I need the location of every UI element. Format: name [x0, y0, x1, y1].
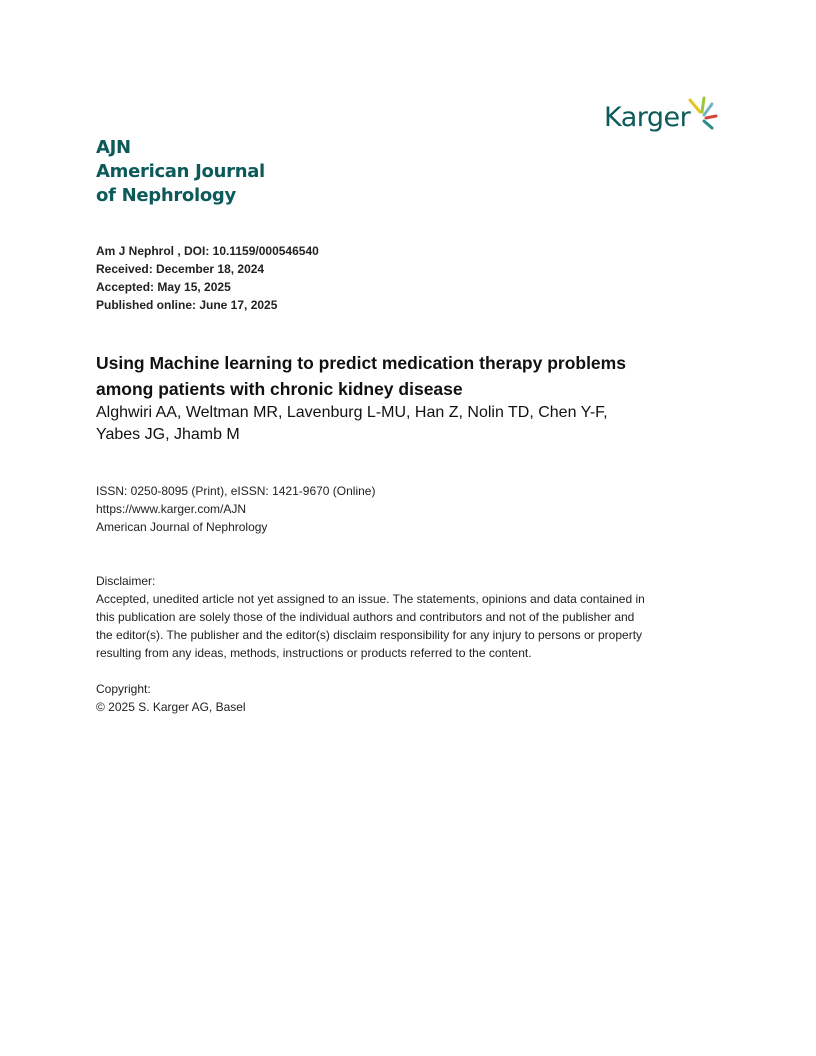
logo-stroke-yellow — [690, 100, 700, 112]
author-list — [96, 402, 736, 446]
article-title-line-1: Using Machine learning to predict medication therapy problems — [96, 353, 626, 373]
logo-stroke-teal-light — [704, 104, 712, 115]
journal-name-line-2: of Nephrology — [96, 185, 236, 206]
article-title — [96, 350, 736, 402]
journal-name-line-1: American Journal — [96, 161, 265, 182]
disclaimer-line: resulting from any ideas, methods, instructions or products referred to the content. — [96, 646, 532, 660]
logo-stroke-teal-dark — [704, 121, 712, 128]
published-date: Published online: June 17, 2025 — [96, 298, 278, 312]
disclaimer-line: this publication are solely those of the individual authors and contributors and not of the publisher and — [96, 610, 635, 624]
copyright-section — [96, 680, 246, 716]
karger-logo-mark-icon — [682, 96, 722, 136]
article-metadata — [96, 242, 319, 314]
journal-abbreviation: AJN — [96, 137, 131, 158]
karger-logo — [604, 96, 724, 142]
received-date: Received: December 18, 2024 — [96, 262, 265, 276]
authors-line-2: Yabes JG, Jhamb M — [96, 426, 240, 443]
karger-logo-text: Karger — [604, 102, 691, 133]
disclaimer-section — [96, 572, 722, 662]
disclaimer-line: the editor(s). The publisher and the editor(s) disclaim responsibility for any injury to persons or property — [96, 628, 643, 642]
journal-url: https://www.karger.com/AJN — [96, 502, 247, 516]
journal-info — [96, 482, 375, 536]
disclaimer-line: Accepted, unedited article not yet assigned to an issue. The statements, opinions and data contained in — [96, 592, 645, 606]
accepted-date: Accepted: May 15, 2025 — [96, 280, 231, 294]
article-title-line-2: among patients with chronic kidney disease — [96, 379, 463, 399]
disclaimer-heading: Disclaimer: — [96, 574, 156, 588]
authors-line-1: Alghwiri AA, Weltman MR, Lavenburg L-MU, Han Z, Nolin TD, Chen Y-F, — [96, 404, 608, 421]
logo-stroke-green — [702, 98, 704, 112]
copyright-heading: Copyright: — [96, 682, 151, 696]
logo-stroke-red — [706, 116, 716, 118]
issn-line: ISSN: 0250-8095 (Print), eISSN: 1421-9670 (Online) — [96, 484, 376, 498]
journal-masthead — [96, 136, 265, 208]
journal-name: American Journal of Nephrology — [96, 520, 268, 534]
citation-doi: Am J Nephrol , DOI: 10.1159/000546540 — [96, 244, 319, 258]
copyright-text: © 2025 S. Karger AG, Basel — [96, 700, 246, 714]
